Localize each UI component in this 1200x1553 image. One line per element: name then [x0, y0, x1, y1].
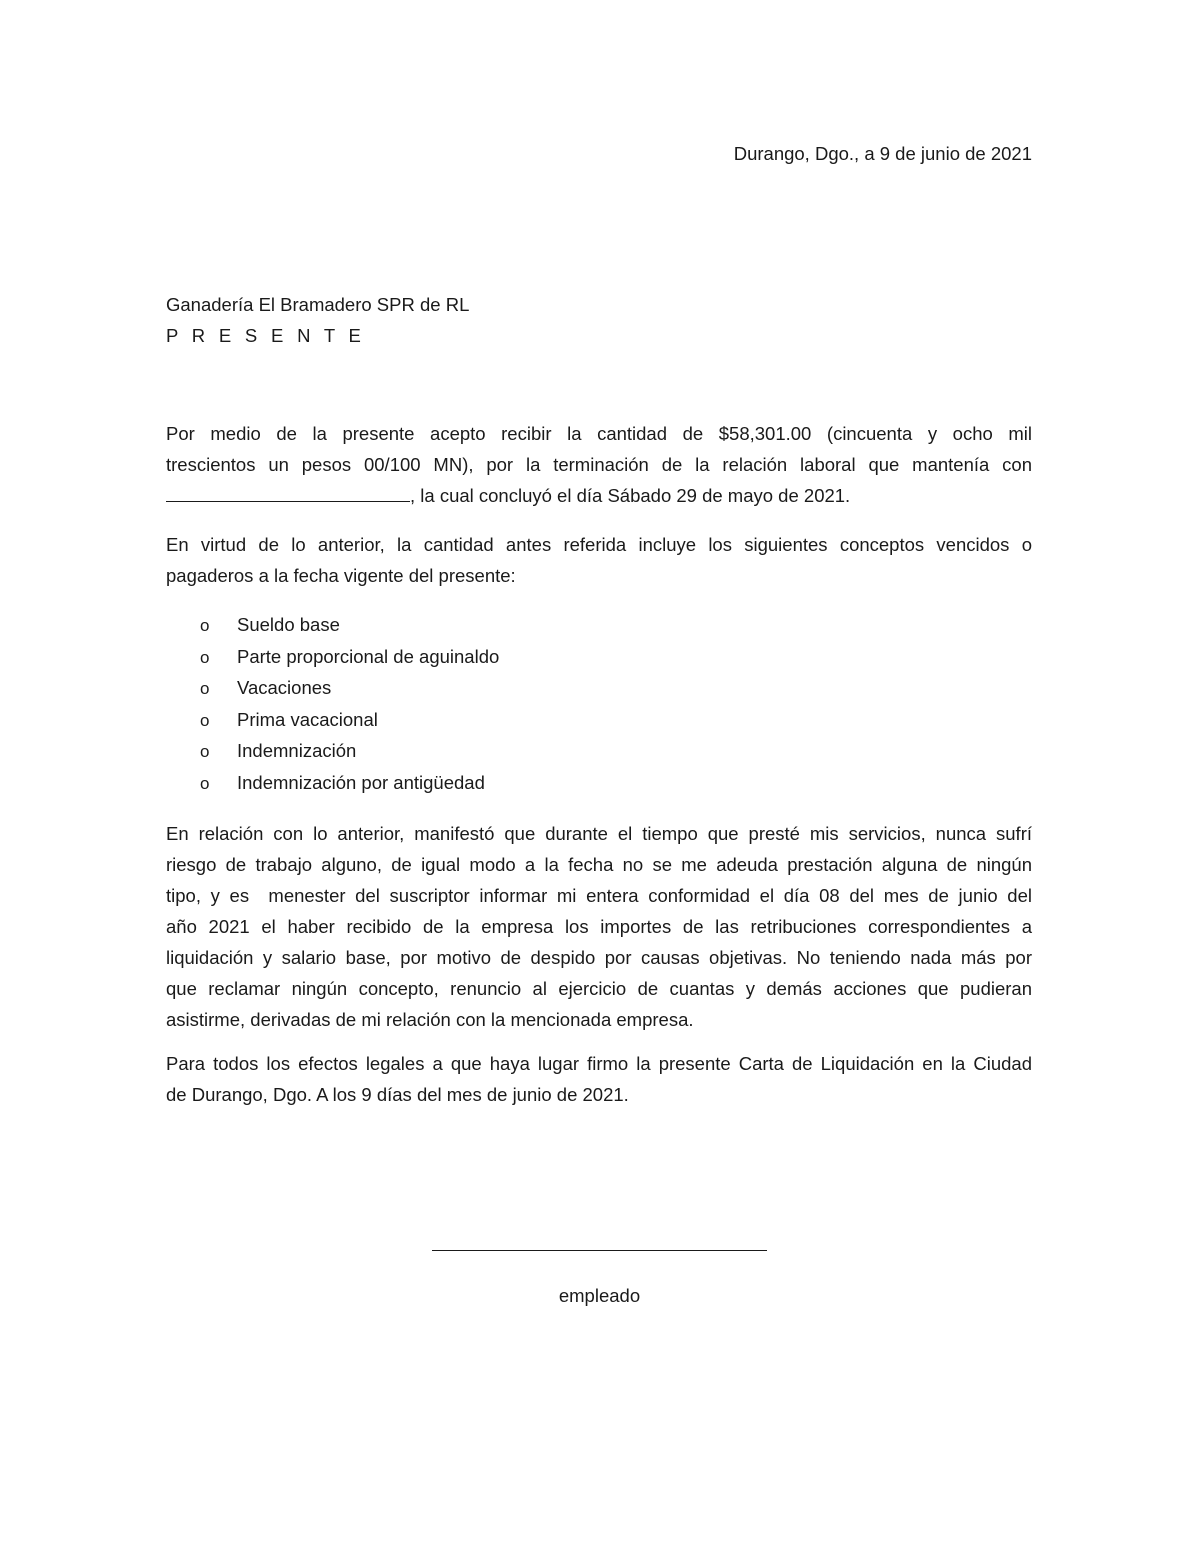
- legal-effects-paragraph: [166, 1048, 1032, 1110]
- bullet-icon: o: [200, 679, 210, 698]
- list-item: [200, 609, 499, 641]
- paragraph-line: pagaderos a la fecha vigente del presente:: [166, 565, 516, 586]
- employee-name-blank: [166, 482, 410, 502]
- concept-label: Prima vacacional: [237, 708, 378, 730]
- presente-heading: P R E S E N T E: [166, 325, 366, 346]
- paragraph-line: año 2021 el haber recibido de la empresa los importes de las retribuciones correspondientes a: [166, 916, 1032, 937]
- paragraph-line: En relación con lo anterior, manifestó que durante el tiempo que presté mis servicios, nunca sufrí: [166, 823, 1032, 844]
- date-line: Durango, Dgo., a 9 de junio de 2021: [733, 143, 1032, 164]
- signature-label: empleado: [558, 1285, 641, 1306]
- list-item: [200, 767, 499, 799]
- signature-line: [432, 1250, 767, 1251]
- list-item: [200, 735, 499, 767]
- concept-label: Indemnización por antigüedad: [237, 771, 485, 793]
- paragraph-line: tipo, y es menester del suscriptor informar mi entera conformidad el día 08 del mes de junio del: [166, 885, 1032, 906]
- acceptance-paragraph: [166, 418, 1032, 511]
- concept-label: Indemnización: [237, 740, 357, 761]
- paragraph-line: En virtud de lo anterior, la cantidad antes referida incluye los siguientes conceptos vencidos o: [166, 534, 1032, 555]
- paragraph-line: Para todos los efectos legales a que haya lugar firmo la presente Carta de Liquidación en la Ciudad: [166, 1053, 1032, 1074]
- addressee-company: Ganadería El Bramadero SPR de RL: [166, 294, 470, 315]
- paragraph-line: [166, 480, 1032, 511]
- concepts-intro-paragraph: [166, 529, 1032, 591]
- bullet-icon: o: [200, 616, 210, 635]
- bullet-icon: o: [200, 710, 210, 730]
- bullet-icon: o: [200, 773, 210, 793]
- bullet-icon: o: [200, 647, 210, 667]
- paragraph-line: liquidación y salario base, por motivo de despido por causas objetivas. No teniendo nada más por: [166, 947, 1032, 968]
- concept-label: Parte proporcional de aguinaldo: [237, 645, 500, 667]
- paragraph-line: de Durango, Dgo. A los 9 días del mes de junio de 2021.: [166, 1084, 629, 1105]
- paragraph-line: Por medio de la presente acepto recibir la cantidad de $58,301.00 (cincuenta y ocho mil: [166, 423, 1032, 444]
- paragraph-line: que reclamar ningún concepto, renuncio al ejercicio de cuantas y demás acciones que pudieran: [166, 978, 1032, 999]
- list-item: [200, 704, 499, 736]
- paragraph-line: asistirme, derivadas de mi relación con la mencionada empresa.: [166, 1009, 694, 1030]
- concept-label: Vacaciones: [237, 677, 332, 698]
- paragraph-line: riesgo de trabajo alguno, de igual modo a la fecha no se me adeuda prestación alguna de ningún: [166, 854, 1032, 875]
- list-item: [200, 641, 499, 673]
- paragraph-line: trescientos un pesos 00/100 MN), por la terminación de la relación laboral que mantenía con: [166, 454, 1032, 475]
- termination-date-text: , la cual concluyó el día Sábado 29 de mayo de 2021.: [410, 485, 851, 506]
- concepts-list: [200, 609, 499, 798]
- concept-label: Sueldo base: [237, 614, 340, 635]
- conformity-paragraph: [166, 818, 1032, 1035]
- list-item: [200, 672, 499, 704]
- bullet-icon: o: [200, 742, 210, 761]
